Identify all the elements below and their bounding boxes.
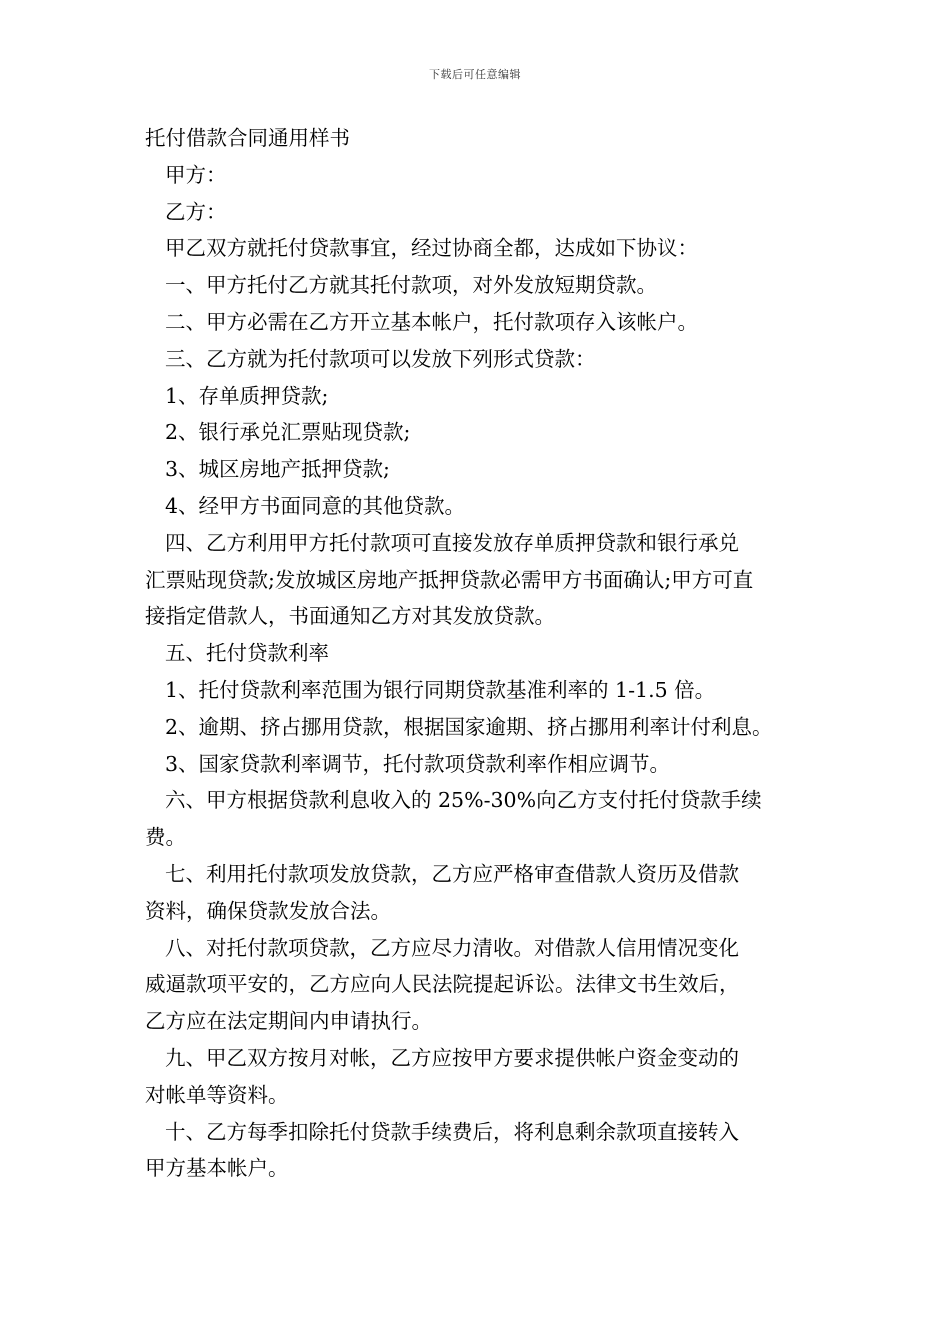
- party-b-label: 乙方：: [165, 199, 227, 224]
- clause-1: 一、甲方托付乙方就其托付款项，对外发放短期贷款。: [165, 273, 657, 298]
- clause-5: 五、托付贷款利率: [165, 641, 329, 666]
- clause-2: 二、甲方必需在乙方开立基本帐户，托付款项存入该帐户。: [165, 309, 698, 334]
- clause-3-item: 2、银行承兑汇票贴现贷款;: [165, 420, 411, 445]
- clause-7-line: 资料，确保贷款发放合法。: [145, 898, 391, 923]
- clause-4-line: 四、乙方利用甲方托付款项可直接发放存单质押贷款和银行承兑: [165, 530, 739, 555]
- clause-6-line: 六、甲方根据贷款利息收入的 25%-30%向乙方支付托付贷款手续: [165, 788, 762, 813]
- clause-5-item: 2、逾期、挤占挪用贷款，根据国家逾期、挤占挪用利率计付利息。: [165, 714, 773, 739]
- clause-7-line: 七、利用托付款项发放贷款，乙方应严格审查借款人资历及借款: [165, 861, 739, 886]
- clause-6-line: 费。: [145, 825, 186, 850]
- clause-8-line: 威逼款项平安的，乙方应向人民法院提起诉讼。法律文书生效后，: [145, 972, 740, 997]
- clause-4-line: 汇票贴现贷款;发放城区房地产抵押贷款必需甲方书面确认;甲方可直: [145, 567, 754, 592]
- clause-8-line: 乙方应在法定期间内申请执行。: [145, 1009, 432, 1034]
- clause-3: 三、乙方就为托付款项可以发放下列形式贷款：: [165, 346, 596, 371]
- clause-9-line: 对帐单等资料。: [145, 1082, 289, 1107]
- intro-paragraph: 甲乙双方就托付贷款事宜，经过协商全都，达成如下协议：: [165, 236, 698, 261]
- clause-9-line: 九、甲乙双方按月对帐，乙方应按甲方要求提供帐户资金变动的: [165, 1045, 739, 1070]
- clause-3-item: 3、城区房地产抵押贷款;: [165, 457, 390, 482]
- clause-10-line: 十、乙方每季扣除托付贷款手续费后，将利息剩余款项直接转入: [165, 1119, 739, 1144]
- page-header: 下载后可任意编辑: [429, 68, 521, 81]
- clause-4-line: 接指定借款人，书面通知乙方对其发放贷款。: [145, 604, 555, 629]
- clause-8-line: 八、对托付款项贷款，乙方应尽力清收。对借款人信用情况变化: [165, 935, 739, 960]
- clause-3-item: 1、存单质押贷款;: [165, 383, 329, 408]
- clause-3-item: 4、经甲方书面同意的其他贷款。: [165, 493, 466, 518]
- contract-body: [145, 120, 815, 1187]
- clause-5-item: 1、托付贷款利率范围为银行同期贷款基准利率的 1-1.5 倍。: [165, 677, 716, 702]
- party-a-label: 甲方：: [165, 162, 227, 187]
- document-title: 托付借款合同通用样书: [145, 126, 350, 150]
- clause-10-line: 甲方基本帐户。: [145, 1156, 289, 1181]
- clause-5-item: 3、国家贷款利率调节，托付款项贷款利率作相应调节。: [165, 751, 671, 776]
